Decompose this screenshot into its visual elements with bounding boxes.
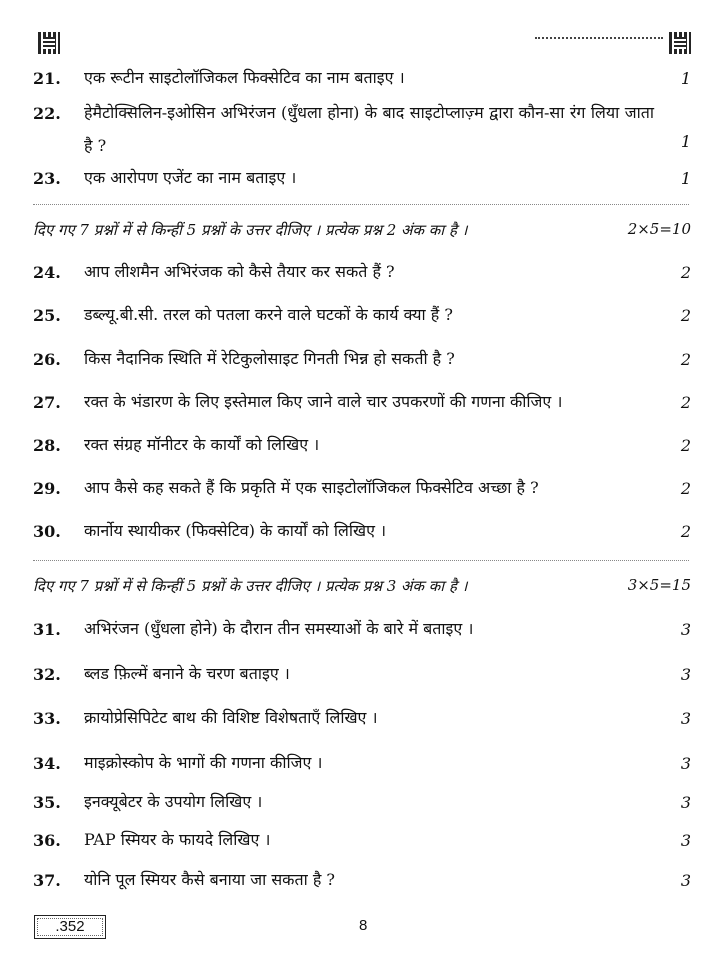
question-number: 33. [33,709,61,728]
question-number: 27. [33,393,61,412]
qr-code-icon [38,32,60,54]
section-marks: 2×5=10 [627,220,691,238]
question-text: किस नैदानिक स्थिति में रेटिकुलोसाइट गिनती भिन्न हो सकती है ? [84,349,455,368]
question-marks: 3 [680,831,691,850]
question-text: PAP स्मियर के फायदे लिखिए । [84,830,271,849]
paper-code: .352 [55,918,85,935]
question-text: इनक्यूबेटर के उपयोग लिखिए । [84,792,263,811]
question-number: 34. [33,754,61,773]
question-marks: 2 [680,479,691,498]
question-number: 31. [33,620,61,639]
question-marks: 1 [680,132,691,151]
question-marks: 2 [680,522,691,541]
qr-code-icon [669,32,691,54]
question-text: हेमैटोक्सिलिन-इओसिन अभिरंजन (धुँधला होना) के बाद साइटोप्लाज़्म द्वारा कौन-सा रंग लिया जाता है ? [84,103,654,155]
section-divider [33,560,689,561]
question-marks: 2 [680,350,691,369]
question-marks: 3 [680,665,691,684]
question-marks: 2 [680,263,691,282]
question-number: 32. [33,665,61,684]
instruction-text: दिए गए 7 प्रश्नों में से किन्हीं 5 प्रश्नों के उत्तर दीजिए । प्रत्येक प्रश्न 3 अंक का है । [33,577,468,595]
question-number: 23. [33,169,61,188]
question-number: 24. [33,263,61,282]
question-text: रक्त के भंडारण के लिए इस्तेमाल किए जाने वाले चार उपकरणों की गणना कीजिए । [84,392,563,411]
question-marks: 2 [680,306,691,325]
section-divider [33,204,689,205]
question-number: 35. [33,793,61,812]
question-text: आप लीशमैन अभिरंजक को कैसे तैयार कर सकते हैं ? [84,262,395,281]
question-marks: 3 [680,754,691,773]
section-marks: 3×5=15 [627,576,691,594]
question-text: कार्नोय स्थायीकर (फिक्सेटिव) के कार्यों को लिखिए । [84,521,387,540]
question-number: 36. [33,831,61,850]
question-number: 22. [33,104,61,123]
question-text: ब्लड फ़िल्में बनाने के चरण बताइए । [84,664,290,683]
question-text: एक रूटीन साइटोलॉजिकल फिक्सेटिव का नाम बताइए । [84,68,405,87]
question-marks: 2 [680,436,691,455]
page-number: 8 [359,917,368,934]
question-text: आप कैसे कह सकते हैं कि प्रकृति में एक साइटोलॉजिकल फिक्सेटिव अच्छा है ? [84,478,539,497]
header-rule [535,37,663,39]
paper-code-box [34,915,106,939]
question-text: योनि पूल स्मियर कैसे बनाया जा सकता है ? [84,870,335,889]
question-marks: 1 [680,69,691,88]
question-text: डब्ल्यू.बी.सी. तरल को पतला करने वाले घटकों के कार्य क्या हैं ? [84,305,453,324]
question-marks: 3 [680,709,691,728]
question-text: रक्त संग्रह मॉनीटर के कार्यों को लिखिए । [84,435,320,454]
question-marks: 3 [680,793,691,812]
instruction-text: दिए गए 7 प्रश्नों में से किन्हीं 5 प्रश्नों के उत्तर दीजिए । प्रत्येक प्रश्न 2 अंक का है । [33,221,468,239]
question-marks: 2 [680,393,691,412]
question-marks: 3 [680,871,691,890]
question-text: एक आरोपण एजेंट का नाम बताइए । [84,168,297,187]
question-number: 28. [33,436,61,455]
question-marks: 3 [680,620,691,639]
question-marks: 1 [680,169,691,188]
question-number: 37. [33,871,61,890]
question-number: 30. [33,522,61,541]
question-text: अभिरंजन (धुँधला होने) के दौरान तीन समस्याओं के बारे में बताइए । [84,619,474,638]
question-number: 29. [33,479,61,498]
question-number: 26. [33,350,61,369]
question-number: 21. [33,69,61,88]
question-text: माइक्रोस्कोप के भागों की गणना कीजिए । [84,753,323,772]
question-text: क्रायोप्रेसिपिटेट बाथ की विशिष्ट विशेषताएँ लिखिए । [84,708,378,727]
question-number: 25. [33,306,61,325]
